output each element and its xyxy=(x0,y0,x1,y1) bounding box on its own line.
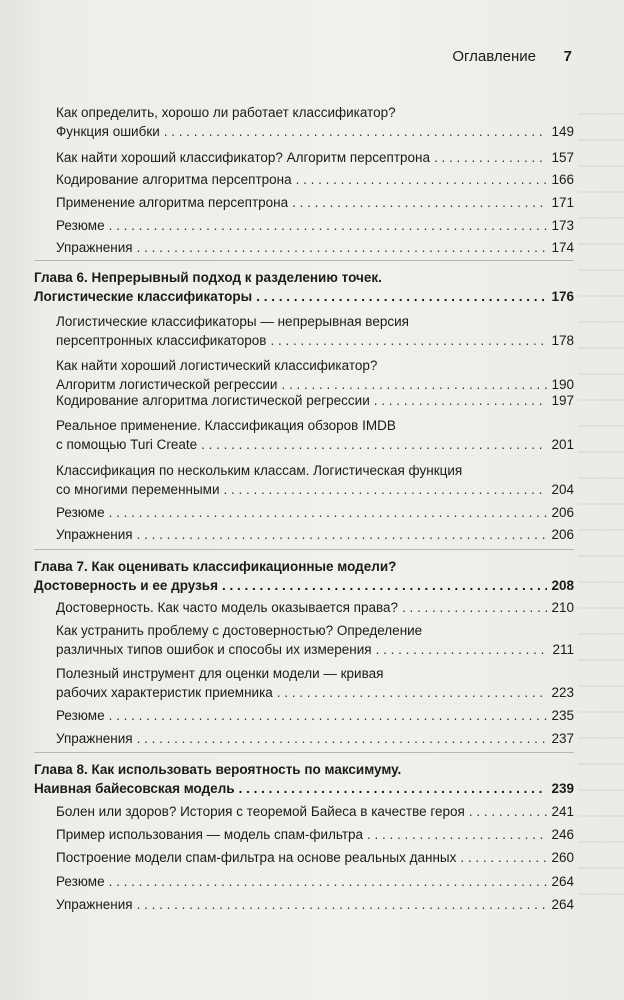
toc-page-number: 260 xyxy=(551,850,574,865)
dot-leader xyxy=(109,503,548,522)
dot-leader xyxy=(109,706,548,725)
dot-leader xyxy=(367,825,547,844)
toc-title-line: Глава 6. Непрерывный подход к разделению точек. xyxy=(34,270,382,285)
toc-page-number: 210 xyxy=(551,600,574,615)
toc-page-number: 208 xyxy=(551,578,574,593)
toc-title-line: Болен или здоров? История с теоремой Байеса в качестве героя xyxy=(56,804,465,819)
toc-page-number: 149 xyxy=(551,124,574,139)
toc-page-number: 241 xyxy=(551,804,574,819)
toc-page-number: 223 xyxy=(551,685,574,700)
toc-entry xyxy=(56,416,574,454)
toc-title-line: со многими переменными xyxy=(56,482,220,497)
toc-title-line: Как определить, хорошо ли работает классификатор? xyxy=(56,105,396,120)
toc-title-line: персептронных классификаторов xyxy=(56,333,267,348)
toc-title-line: Как найти хороший классификатор? Алгоритм персептрона xyxy=(56,150,430,165)
toc-page-number: 197 xyxy=(551,393,574,408)
dot-leader xyxy=(270,331,547,350)
toc-title-line: Применение алгоритма персептрона xyxy=(56,195,289,210)
dot-leader xyxy=(256,287,547,306)
toc-title-line: Кодирование алгоритма логистической регрессии xyxy=(56,393,370,408)
toc-page-number: 173 xyxy=(551,218,574,233)
running-title: Оглавление xyxy=(452,48,536,65)
toc-chapter xyxy=(34,557,574,595)
dot-leader xyxy=(374,391,548,410)
toc-page-number: 246 xyxy=(551,827,574,842)
toc-page-number: 171 xyxy=(551,195,574,210)
dot-leader xyxy=(402,598,547,617)
toc-title-line: Упражнения xyxy=(56,240,133,255)
toc-title-line: Реальное применение. Классификация обзоров IMDB xyxy=(56,418,396,433)
toc-entry xyxy=(56,391,574,410)
toc-title-line: Функция ошибки xyxy=(56,124,160,139)
toc-title-line: Пример использования — модель спам-фильтра xyxy=(56,827,364,842)
dot-leader xyxy=(469,802,548,821)
toc-entry xyxy=(56,312,574,350)
toc-page-number: 190 xyxy=(551,377,574,392)
toc-title-line: Алгоритм логистической регрессии xyxy=(56,377,278,392)
dot-leader xyxy=(164,122,548,141)
toc-title-line: Резюме xyxy=(56,505,105,520)
dot-leader xyxy=(460,848,547,867)
toc-entry xyxy=(56,872,574,891)
toc-page-number: 206 xyxy=(551,527,574,542)
toc-page-number: 235 xyxy=(551,708,574,723)
toc-entry xyxy=(56,729,574,748)
toc-page-number: 264 xyxy=(551,874,574,889)
toc-entry xyxy=(56,503,574,522)
page-header xyxy=(0,48,572,70)
toc-title-line: Классификация по нескольким классам. Логистическая функция xyxy=(56,463,463,478)
toc-entry xyxy=(56,848,574,867)
toc-title-line: Достоверность. Как часто модель оказывается права? xyxy=(56,600,399,615)
toc-title-line: Построение модели спам-фильтра на основе реальных данных xyxy=(56,850,457,865)
toc-title-line: с помощью Turi Create xyxy=(56,437,198,452)
toc-title-line: различных типов ошибок и способы их измерения xyxy=(56,642,372,657)
dot-leader xyxy=(137,525,548,544)
toc-title-line: Логистические классификаторы xyxy=(34,289,253,304)
dot-leader xyxy=(296,170,548,189)
toc-page-number: 211 xyxy=(552,642,574,657)
dot-leader xyxy=(376,640,549,659)
page-number: 7 xyxy=(563,48,572,65)
toc-title-line: Как устранить проблему с достоверностью? Определение xyxy=(56,623,423,638)
toc-entry xyxy=(56,706,574,725)
toc-entry xyxy=(56,895,574,914)
dot-leader xyxy=(222,576,547,595)
section-divider xyxy=(34,549,574,550)
toc-title-line: Глава 7. Как оценивать классификационные модели? xyxy=(34,559,397,574)
toc-title-line: Упражнения xyxy=(56,527,133,542)
toc-title-line: Кодирование алгоритма персептрона xyxy=(56,172,292,187)
dot-leader xyxy=(201,435,547,454)
toc-entry xyxy=(56,193,574,212)
toc-title-line: Глава 8. Как использовать вероятность по максимуму. xyxy=(34,762,402,777)
bleed-through-text xyxy=(578,95,624,915)
section-divider xyxy=(34,260,574,261)
toc-entry xyxy=(56,825,574,844)
toc-title-line: Полезный инструмент для оценки модели — кривая xyxy=(56,666,384,681)
toc-page-number: 206 xyxy=(551,505,574,520)
toc-entry xyxy=(56,621,574,659)
toc-title-line: Резюме xyxy=(56,708,105,723)
toc-page-number: 264 xyxy=(551,897,574,912)
toc-entry xyxy=(56,170,574,189)
dot-leader xyxy=(434,148,547,167)
toc-title-line: Наивная байесовская модель xyxy=(34,781,235,796)
toc-page-number: 178 xyxy=(551,333,574,348)
toc-entry xyxy=(56,238,574,257)
dot-leader xyxy=(137,238,548,257)
toc-entry xyxy=(56,802,574,821)
toc-title-line: Логистические классификаторы — непрерывная версия xyxy=(56,314,409,329)
toc-page-number: 157 xyxy=(551,150,574,165)
toc-chapter xyxy=(34,760,574,798)
toc-chapter xyxy=(34,268,574,306)
dot-leader xyxy=(292,193,547,212)
toc-entry xyxy=(56,216,574,235)
toc-page-number: 174 xyxy=(551,240,574,255)
toc-entry xyxy=(56,103,574,141)
dot-leader xyxy=(109,872,548,891)
dot-leader xyxy=(224,480,548,499)
toc-page-number: 239 xyxy=(551,781,574,796)
dot-leader xyxy=(239,779,548,798)
dot-leader xyxy=(137,729,548,748)
toc-title-line: Достоверность и ее друзья xyxy=(34,578,218,593)
toc-title-line: Упражнения xyxy=(56,897,133,912)
toc-entry xyxy=(56,148,574,167)
toc-page-number: 201 xyxy=(551,437,574,452)
dot-leader xyxy=(277,683,548,702)
toc-title-line: Резюме xyxy=(56,874,105,889)
dot-leader xyxy=(137,895,548,914)
toc-title-line: рабочих характеристик приемника xyxy=(56,685,273,700)
toc-entry xyxy=(56,664,574,702)
toc-page-number: 166 xyxy=(551,172,574,187)
toc-page-number: 204 xyxy=(551,482,574,497)
toc-title-line: Резюме xyxy=(56,218,105,233)
toc-entry xyxy=(56,461,574,499)
toc-entry xyxy=(56,598,574,617)
toc-page-number: 176 xyxy=(551,289,574,304)
section-divider xyxy=(34,752,574,753)
toc-entry xyxy=(56,356,574,394)
toc-entry xyxy=(56,525,574,544)
toc-title-line: Упражнения xyxy=(56,731,133,746)
toc-title-line: Как найти хороший логистический классификатор? xyxy=(56,358,378,373)
toc-page-number: 237 xyxy=(551,731,574,746)
dot-leader xyxy=(109,216,548,235)
